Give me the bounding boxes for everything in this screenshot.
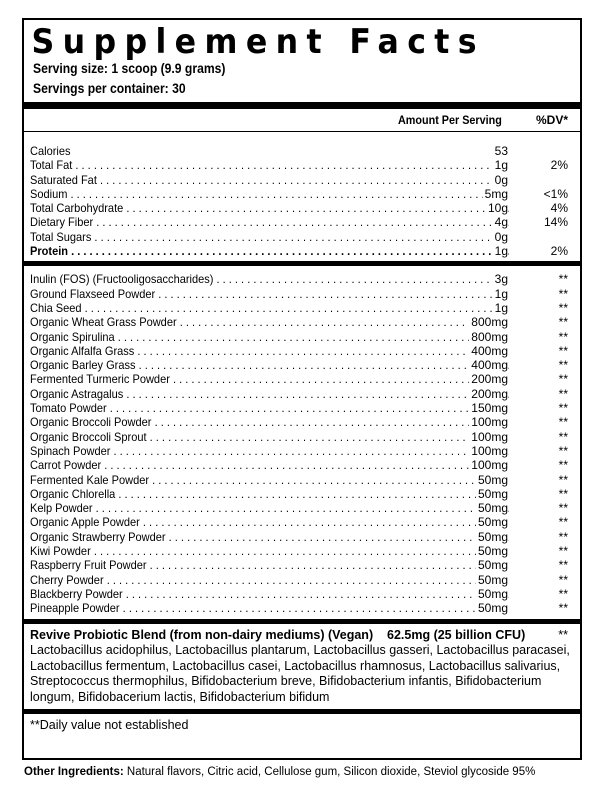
nutrient-row bbox=[30, 244, 580, 258]
nutrient-row-dv: 14% bbox=[543, 215, 568, 230]
ingredient-row-amount: 400mg bbox=[471, 343, 508, 358]
ingredient-row bbox=[30, 558, 580, 572]
nutrient-row bbox=[30, 201, 580, 215]
ingredient-row-dv: ** bbox=[558, 515, 568, 530]
dv-column-mask bbox=[510, 587, 580, 601]
nutrient-row-amount: 4g bbox=[494, 215, 508, 230]
nutrient-row bbox=[30, 158, 580, 172]
ingredient-row bbox=[30, 372, 580, 386]
ingredient-row-amount: 100mg bbox=[471, 429, 508, 444]
ingredient-row-amount: 100mg bbox=[471, 458, 508, 473]
probiotic-blend bbox=[24, 624, 580, 706]
dv-column-mask bbox=[510, 230, 580, 244]
dv-header: %DV* bbox=[536, 113, 569, 127]
ingredient-row-amount: 50mg bbox=[477, 572, 508, 587]
ingredient-row-dv: ** bbox=[558, 572, 568, 587]
ingredient-row-amount: 800mg bbox=[471, 329, 508, 344]
nutrient-row-label: Protein . . . bbox=[30, 244, 508, 258]
blend-heading bbox=[30, 628, 572, 644]
nutrient-row-amount: 1g bbox=[494, 244, 508, 259]
dv-column-mask bbox=[510, 487, 580, 501]
ingredient-row-label: Inulin (FOS) (Fructooligosaccharides) . . . bbox=[30, 272, 508, 286]
dv-column-mask bbox=[510, 201, 580, 215]
ingredient-row-amount: 50mg bbox=[477, 486, 508, 501]
other-ingredients-text: Natural flavors, Citric acid, Cellulose gum, Silicon dioxide, Steviol glycoside 95% bbox=[126, 766, 536, 778]
ingredient-row bbox=[30, 487, 580, 501]
nutrient-row-label: Dietary Fiber . . . bbox=[30, 215, 508, 229]
ingredient-row-dv: ** bbox=[558, 443, 568, 458]
dv-column-mask bbox=[510, 387, 580, 401]
other-ingredients-label: Other Ingredients: bbox=[24, 766, 124, 778]
ingredient-row-dv: ** bbox=[558, 544, 568, 559]
ingredient-row-label: Organic Astragalus . . . bbox=[30, 387, 508, 401]
ingredient-row bbox=[30, 587, 580, 601]
ingredient-row-label: Organic Chlorella . . . bbox=[30, 487, 508, 501]
nutrient-row-label: Total Fat . . . bbox=[30, 158, 508, 172]
nutrient-row-amount: 0g bbox=[494, 229, 508, 244]
ingredient-row-dv: ** bbox=[558, 458, 568, 473]
blend-amount: 62.5mg (25 billion CFU) bbox=[387, 627, 526, 642]
ingredient-row bbox=[30, 387, 580, 401]
nutrient-row bbox=[30, 215, 580, 229]
nutrient-row bbox=[30, 230, 580, 244]
ingredient-row-label: Raspberry Fruit Powder . . . bbox=[30, 558, 508, 572]
blend-dv: ** bbox=[558, 627, 568, 642]
ingredient-row-dv: ** bbox=[558, 529, 568, 544]
ingredient-row bbox=[30, 458, 580, 472]
ingredient-row-amount: 50mg bbox=[477, 472, 508, 487]
ingredient-row-label: Pineapple Powder . . . bbox=[30, 601, 508, 615]
ingredient-row-label: Organic Broccoli Sprout . . . bbox=[30, 430, 508, 444]
ingredient-row-dv: ** bbox=[558, 472, 568, 487]
calories-label: Calories bbox=[30, 144, 71, 158]
dv-column-mask bbox=[510, 515, 580, 529]
ingredient-row-dv: ** bbox=[558, 372, 568, 387]
calories-row bbox=[30, 144, 580, 158]
ingredient-row-label: Organic Wheat Grass Powder . . . bbox=[30, 315, 508, 329]
ingredient-row-amount: 50mg bbox=[477, 544, 508, 559]
ingredient-row bbox=[30, 301, 580, 315]
ingredient-row-label: Carrot Powder . . . bbox=[30, 458, 508, 472]
ingredient-row-dv: ** bbox=[558, 358, 568, 373]
dv-column-mask bbox=[510, 501, 580, 515]
ingredient-row-dv: ** bbox=[558, 415, 568, 430]
ingredient-row-amount: 50mg bbox=[477, 558, 508, 573]
nutrient-row bbox=[30, 187, 580, 201]
ingredient-row bbox=[30, 544, 580, 558]
ingredient-row-dv: ** bbox=[558, 315, 568, 330]
other-ingredients bbox=[24, 766, 535, 778]
dv-column-mask bbox=[510, 473, 580, 487]
ingredient-row-amount: 800mg bbox=[471, 315, 508, 330]
ingredient-row bbox=[30, 530, 580, 544]
amount-header: Amount Per Serving bbox=[398, 113, 502, 127]
ingredient-row-label: Organic Apple Powder . . . bbox=[30, 515, 508, 529]
ingredient-row bbox=[30, 473, 580, 487]
ingredient-row-dv: ** bbox=[558, 329, 568, 344]
ingredient-row-amount: 50mg bbox=[477, 529, 508, 544]
dv-column-mask bbox=[510, 430, 580, 444]
ingredient-row-label: Fermented Turmeric Powder . . . bbox=[30, 372, 508, 386]
ingredient-row-dv: ** bbox=[558, 601, 568, 616]
ingredient-row bbox=[30, 515, 580, 529]
ingredient-row-dv: ** bbox=[558, 586, 568, 601]
dv-column-mask bbox=[510, 372, 580, 386]
ingredient-row-label: Fermented Kale Powder . . . bbox=[30, 473, 508, 487]
nutrient-row-label: Total Carbohydrate . . . bbox=[30, 201, 508, 215]
ingredient-row-label: Organic Strawberry Powder . . . bbox=[30, 530, 508, 544]
blend-name: Revive Probiotic Blend (from non-dairy mediums) (Vegan) bbox=[30, 627, 374, 642]
ingredient-row-amount: 1g bbox=[494, 286, 508, 301]
thick-divider bbox=[24, 102, 580, 109]
ingredient-row bbox=[30, 430, 580, 444]
blend-contents: Lactobacillus acidophilus, Lactobacillus plantarum, Lactobacillus gasseri, Lactobacillus paracasei, Lactobacillus fermentum, Lactobacillus casei, Lactobacillus rhamnosus, Lactobacillus salivarius, Streptococcus thermophilus, Bifidobacterium breve, Bifidobacterium infantis, Bifidobacterium longum, Bifidobacerium lactis, Bifidobacterium bifidum bbox=[30, 643, 570, 704]
ingredient-row-amount: 50mg bbox=[477, 601, 508, 616]
dv-column-mask bbox=[510, 344, 580, 358]
ingredient-row-dv: ** bbox=[558, 272, 568, 287]
column-header bbox=[24, 109, 580, 131]
ingredient-row-label: Organic Alfalfa Grass . . . bbox=[30, 344, 508, 358]
dv-column-mask bbox=[510, 573, 580, 587]
ingredient-row-label: Chia Seed . . . bbox=[30, 301, 508, 315]
ingredient-row-amount: 50mg bbox=[477, 501, 508, 516]
dv-column-mask bbox=[510, 401, 580, 415]
dv-column-mask bbox=[510, 415, 580, 429]
nutrient-row-amount: 0g bbox=[494, 172, 508, 187]
ingredient-row bbox=[30, 501, 580, 515]
ingredient-row-amount: 200mg bbox=[471, 372, 508, 387]
dv-column-mask bbox=[510, 458, 580, 472]
ingredient-row-label: Kelp Powder . . . bbox=[30, 501, 508, 515]
ingredient-row-dv: ** bbox=[558, 286, 568, 301]
nutrient-row-label: Saturated Fat . . . bbox=[30, 173, 508, 187]
ingredient-row-dv: ** bbox=[558, 401, 568, 416]
ingredient-row-amount: 100mg bbox=[471, 443, 508, 458]
ingredient-row-label: Organic Broccoli Powder . . . bbox=[30, 415, 508, 429]
nutrient-row-dv: 2% bbox=[550, 158, 568, 173]
dv-column-mask bbox=[510, 158, 580, 172]
ingredient-row bbox=[30, 415, 580, 429]
dv-column-mask bbox=[510, 173, 580, 187]
ingredient-row-amount: 50mg bbox=[477, 586, 508, 601]
ingredient-row-amount: 400mg bbox=[471, 358, 508, 373]
ingredient-row-amount: 200mg bbox=[471, 386, 508, 401]
calories-amount: 53 bbox=[494, 144, 508, 158]
nutrient-row bbox=[30, 173, 580, 187]
ingredient-row-label: Organic Barley Grass . . . bbox=[30, 358, 508, 372]
nutrient-row-dv: 2% bbox=[550, 244, 568, 259]
serving-size: Serving size: 1 scoop (9.9 grams) bbox=[33, 61, 226, 76]
ingredient-row-label: Cherry Powder . . . bbox=[30, 573, 508, 587]
dv-column-mask bbox=[510, 315, 580, 329]
dv-column-mask bbox=[510, 272, 580, 286]
dv-column-mask bbox=[510, 287, 580, 301]
dv-column-mask bbox=[510, 301, 580, 315]
supplement-facts-panel bbox=[22, 18, 582, 760]
dv-column-mask bbox=[510, 358, 580, 372]
ingredient-row bbox=[30, 401, 580, 415]
ingredient-row-label: Ground Flaxseed Powder . . . bbox=[30, 287, 508, 301]
ingredient-row-dv: ** bbox=[558, 501, 568, 516]
ingredient-row-dv: ** bbox=[558, 343, 568, 358]
ingredient-row bbox=[30, 272, 580, 286]
ingredient-row bbox=[30, 573, 580, 587]
nutrient-row-label: Sodium . . . bbox=[30, 187, 508, 201]
ingredient-row-label: Blackberry Powder . . . bbox=[30, 587, 508, 601]
ingredient-row-amount: 100mg bbox=[471, 415, 508, 430]
ingredient-row bbox=[30, 444, 580, 458]
nutrient-row-amount: 5mg bbox=[484, 186, 508, 201]
dv-column-mask bbox=[510, 544, 580, 558]
nutrient-row-dv: 4% bbox=[550, 201, 568, 216]
footnote: **Daily value not established bbox=[30, 718, 189, 732]
nutrient-row-label: Total Sugars . . . bbox=[30, 230, 508, 244]
ingredient-row-dv: ** bbox=[558, 429, 568, 444]
ingredient-row-dv: ** bbox=[558, 558, 568, 573]
ingredient-row-dv: ** bbox=[558, 486, 568, 501]
ingredient-row bbox=[30, 330, 580, 344]
ingredient-row bbox=[30, 315, 580, 329]
ingredient-row bbox=[30, 287, 580, 301]
ingredient-row-amount: 3g bbox=[494, 272, 508, 287]
ingredient-row-amount: 150mg bbox=[471, 401, 508, 416]
ingredient-row bbox=[30, 358, 580, 372]
nutrient-row-amount: 1g bbox=[494, 158, 508, 173]
ingredient-row-label: Kiwi Powder . . . bbox=[30, 544, 508, 558]
ingredient-row bbox=[30, 601, 580, 615]
dv-column-mask bbox=[510, 601, 580, 615]
nutrient-list bbox=[30, 158, 580, 258]
dv-column-mask bbox=[510, 244, 580, 258]
ingredient-list bbox=[30, 272, 580, 615]
ingredient-row-amount: 50mg bbox=[477, 515, 508, 530]
nutrient-row-amount: 10g bbox=[487, 201, 508, 216]
ingredient-row-dv: ** bbox=[558, 386, 568, 401]
panel-title: Supplement Facts bbox=[31, 22, 485, 62]
ingredient-row bbox=[30, 344, 580, 358]
ingredient-row-label: Spinach Powder . . . bbox=[30, 444, 508, 458]
ingredient-row-amount: 1g bbox=[494, 300, 508, 315]
nutrient-section bbox=[24, 132, 580, 258]
servings-per-container: Servings per container: 30 bbox=[33, 81, 186, 96]
ingredient-row-dv: ** bbox=[558, 300, 568, 315]
nutrient-row-dv: <1% bbox=[543, 186, 568, 201]
ingredient-section bbox=[24, 266, 580, 615]
dv-column-mask bbox=[510, 530, 580, 544]
dv-column-mask bbox=[510, 444, 580, 458]
dv-column-mask bbox=[510, 330, 580, 344]
ingredient-row-label: Tomato Powder . . . bbox=[30, 401, 508, 415]
ingredient-row-label: Organic Spirulina . . . bbox=[30, 330, 508, 344]
dv-column-mask bbox=[510, 558, 580, 572]
